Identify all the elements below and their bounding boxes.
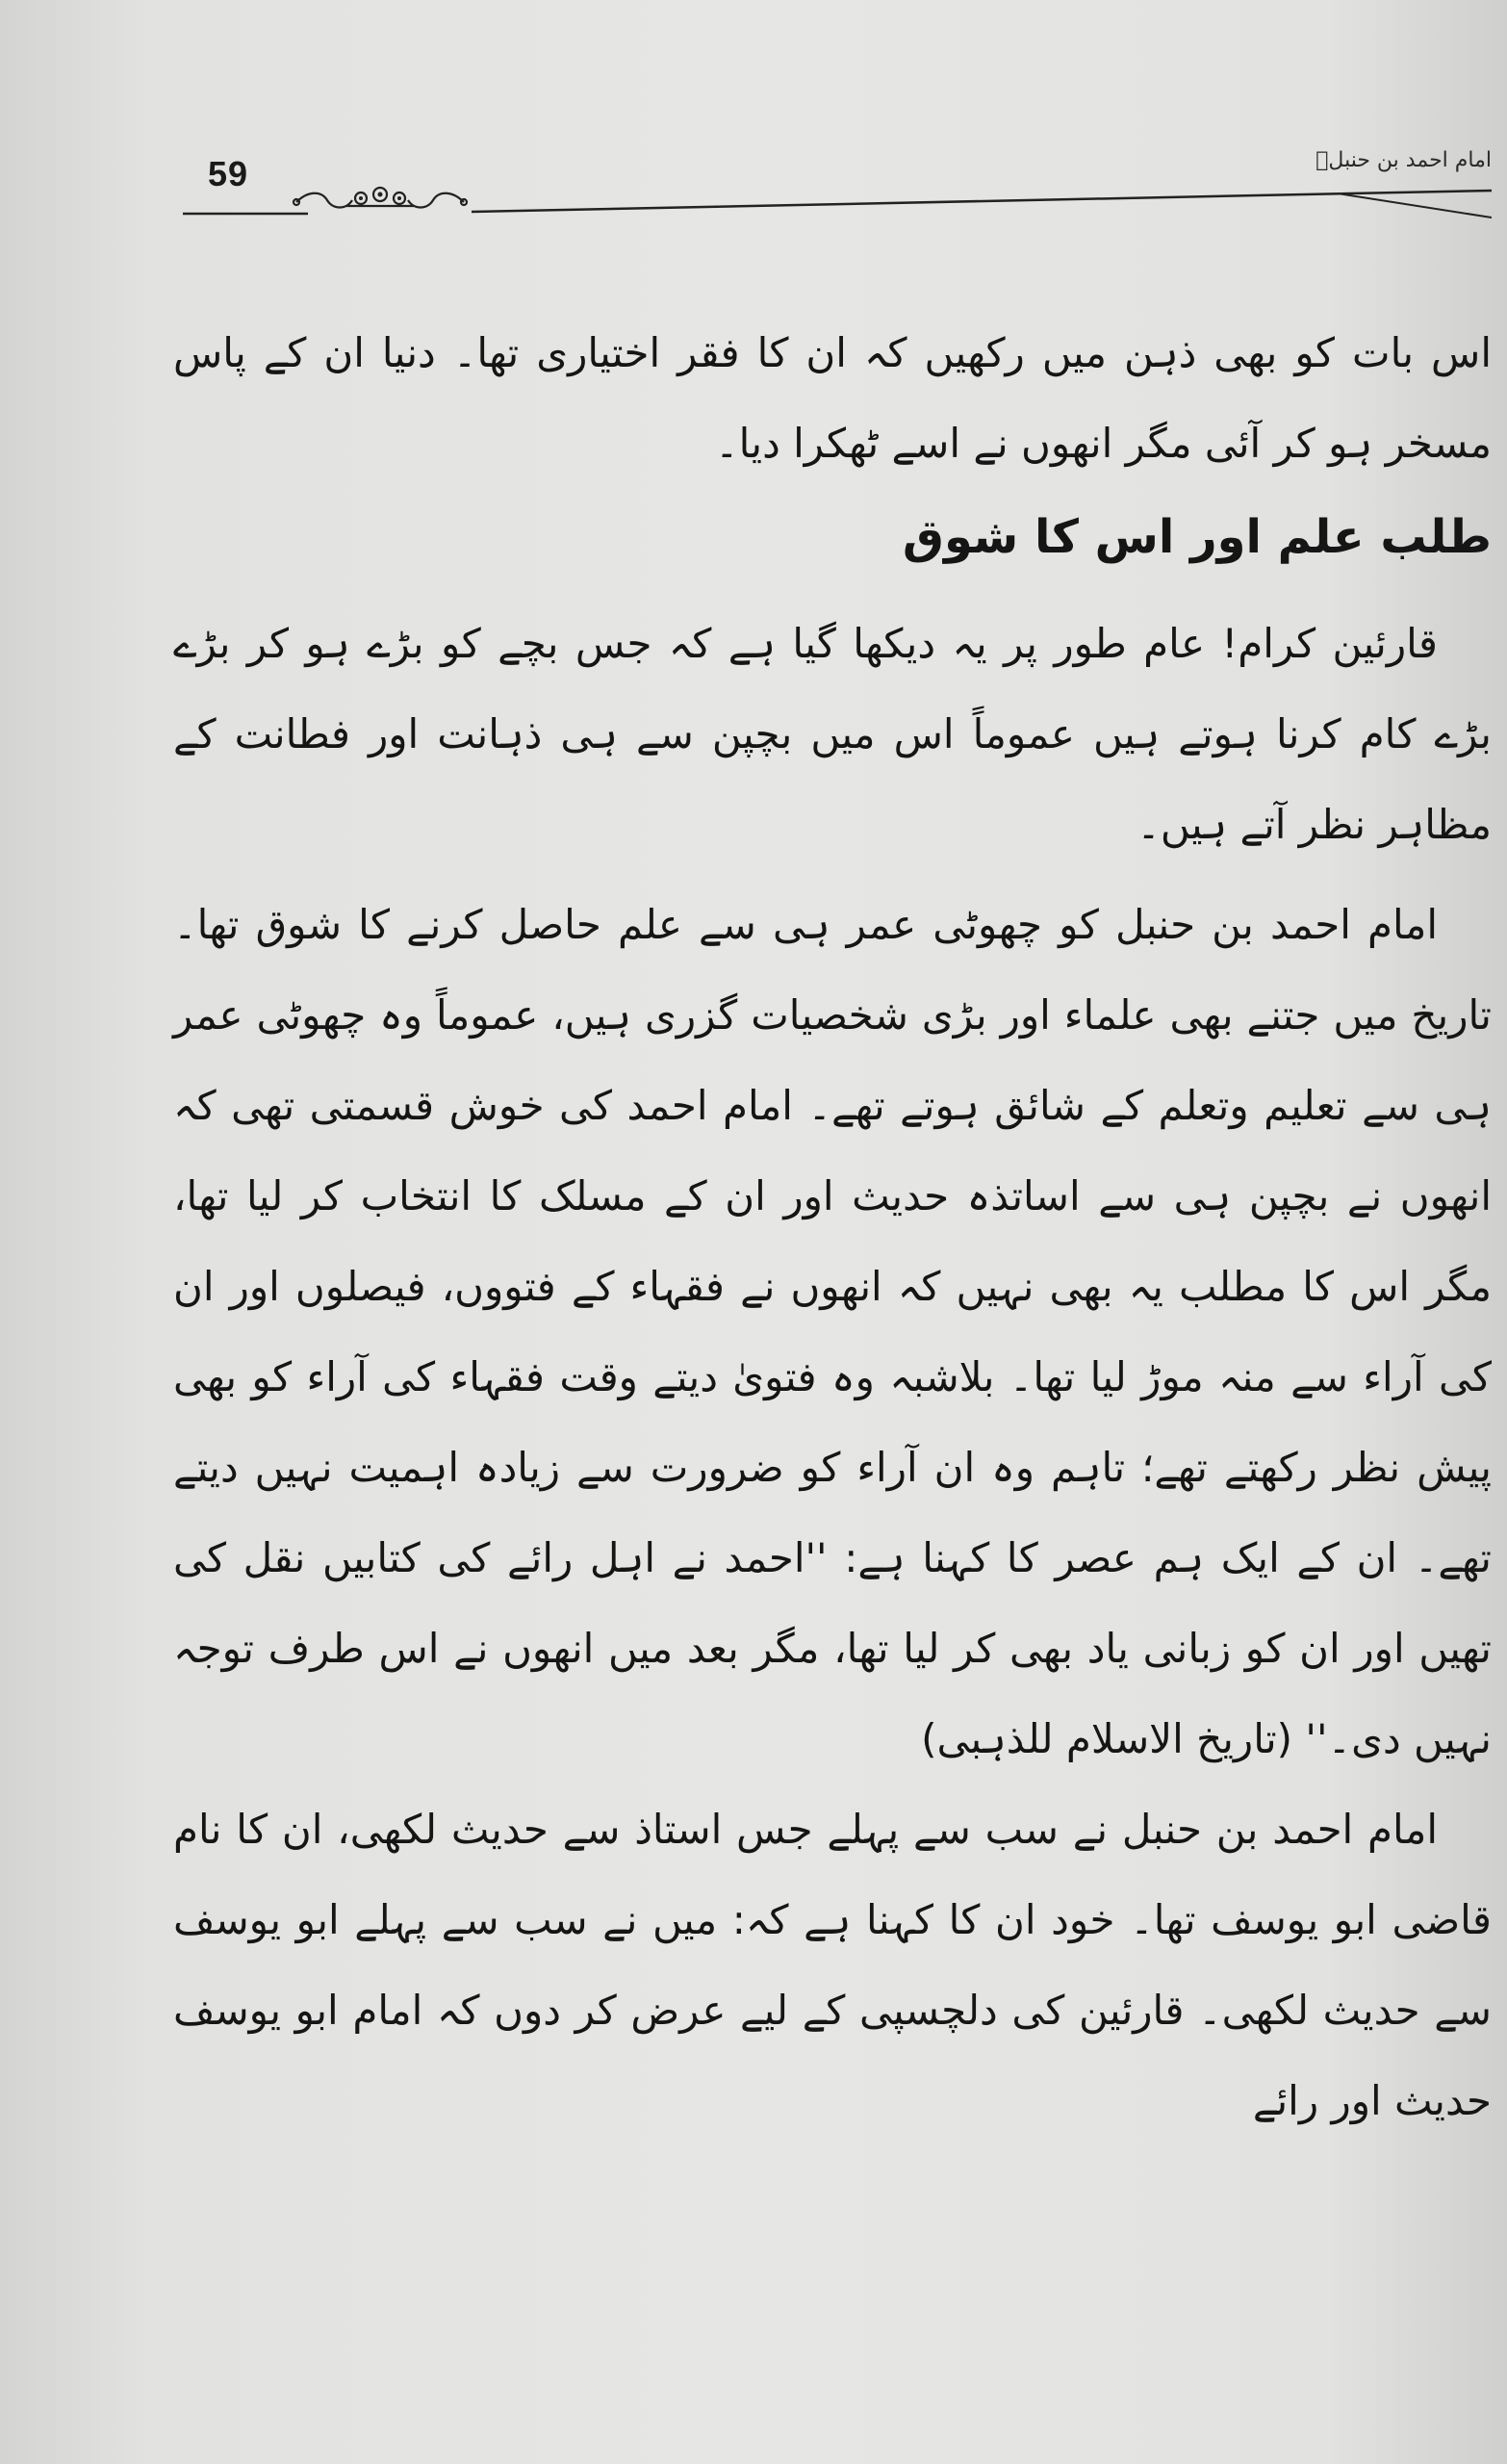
paragraph-2: قارئین کرام! عام طور پر یہ دیکھا گیا ہے کہ جس بچے کو بڑے ہو کر بڑے بڑے کام کرنا ہوتے ہیں عموماً اس میں بچپن سے ہی ذہانت اور فطانت کے مظاہر نظر آتے ہیں۔ [173,620,1492,848]
paragraph-1: اس بات کو بھی ذہن میں رکھیں کہ ان کا فقر اختیاری تھا۔ دنیا ان کے پاس مسخر ہو کر آئی مگر انھوں نے اسے ٹھکرا دیا۔ [173,329,1492,467]
page-header [173,144,1492,231]
section-heading: طلب علم اور اس کا شوق [903,510,1492,564]
paragraph-4: امام احمد بن حنبل نے سب سے پہلے جس استاذ سے حدیث لکھی، ان کا نام قاضی ابو یوسف تھا۔ خود ان کا کہنا ہے کہ: میں نے سب سے پہلے ابو یوسف سے حدیث لکھی۔ قارئین کی دلچسپی کے لیے عرض کر دوں کہ امام ابو یوسف حدیث اور رائے [173,1806,1492,2124]
running-title: امام احمد بن حنبلؒ [1315,148,1492,172]
header-rule-line [183,173,1492,231]
page-number: 59 [208,154,249,193]
paragraph-3: امام احمد بن حنبل کو چھوٹی عمر ہی سے علم حاصل کرنے کا شوق تھا۔ تاریخ میں جتنے بھی علماء اور بڑی شخصیات گزری ہیں، عموماً وہ چھوٹی عمر ہی سے تعلیم وتعلم کے شائق ہوتے تھے۔ امام احمد کی خوش قسمتی تھی کہ انھوں نے بچپن ہی سے اساتذہ حدیث اور ان کے مسلک کا انتخاب کر لیا تھا، مگر اس کا مطلب یہ بھی نہیں کہ انھوں نے فقہاء کے فتووں، فیصلوں اور ان کی آراء سے منہ موڑ لیا تھا۔ بلاشبہ وہ فتویٰ دیتے وقت فقہاء کی آراء کو بھی پیش نظر رکھتے تھے؛ تاہم وہ ان آراء کو ضرورت سے زیادہ اہمیت نہیں دیتے تھے۔ ان کے ایک ہم عصر کا کہنا ہے: ''احمد نے اہل رائے کی کتابیں نقل کی تھیں اور ان کو زبانی یاد بھی کر لیا تھا، مگر بعد میں انھوں نے اس طرف توجہ نہیں دی۔'' (تاریخ الاسلام للذہبی) [173,901,1492,1762]
page-body [173,308,1492,2146]
